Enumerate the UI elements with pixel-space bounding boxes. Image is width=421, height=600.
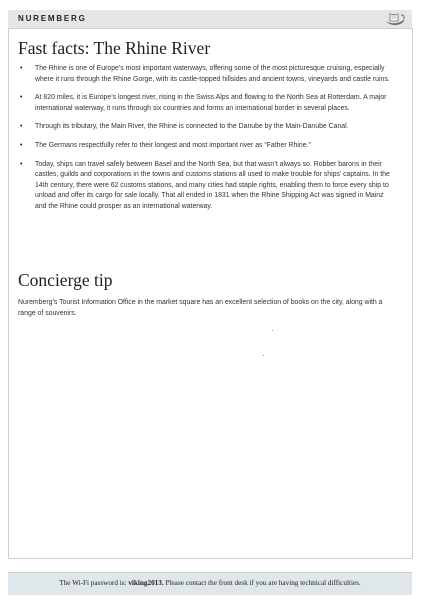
bullet-icon: •	[20, 123, 23, 131]
fact-text: The Germans respectfully refer to their longest and most important river as “Father Rhine.”	[35, 141, 311, 149]
bullet-icon: •	[20, 94, 23, 102]
tip-section-title: Concierge tip	[18, 270, 113, 290]
bullet-icon: •	[20, 65, 23, 72]
list-item	[18, 93, 396, 114]
fact-text: The Rhine is one of Europe’s most important waterways, offering some of the most picturesque cruising, especially where it runs through the Rhine Gorge, with its castle-topped hillsides and ancient towns, vineyards and castle ruins.	[35, 65, 390, 83]
tip-text: Nuremberg’s Tourist Information Office in the market square has an excellent selection of books on the city, along with a range of souvenirs.	[18, 299, 383, 317]
wifi-info-bar	[8, 572, 412, 595]
fact-text: Today, ships can travel safely between Basel and the North Sea, but that wasn’t always so. Robber barons in their castles, guilds and corporations in the towns and customs stations all used to make trouble for ships’ captains. In the 14th century, there were 62 customs stations, and many cities had staple rights, enabling them to force every ship to unload and offer its cargo for sale locally. That all ended in 1831 when the Rhine Shipping Act was signed in Mainz and the Rhine could prosper as an international waterway.	[35, 160, 390, 210]
scan-speck	[263, 355, 264, 356]
facts-list	[18, 64, 396, 221]
fact-text: At 820 miles, it is Europe’s longest river, rising in the Swiss Alps and flowing to the North Sea at Rotterdam. A major international waterway, it runs through six countries and forms an international border in several places.	[35, 94, 387, 112]
wifi-prefix: The Wi-Fi password is:	[59, 579, 129, 587]
brand-name: NUREMBERG	[18, 14, 87, 23]
header-bar	[8, 10, 412, 29]
list-item	[18, 64, 396, 85]
list-item	[18, 160, 396, 213]
scan-speck	[272, 330, 273, 331]
bullet-icon: •	[20, 160, 23, 168]
list-item	[18, 122, 396, 133]
wifi-suffix: Please contact the front desk if you are having technical difficulties.	[163, 579, 361, 587]
wifi-password: viking2013.	[128, 579, 164, 587]
bullet-icon: •	[20, 141, 23, 149]
list-item	[18, 141, 396, 152]
fact-text: Through its tributary, the Main River, the Rhine is connected to the Danube by the Main-Danube Canal.	[35, 123, 349, 131]
viking-longship-logo-icon	[384, 11, 406, 27]
facts-section-title: Fast facts: The Rhine River	[18, 38, 211, 58]
wifi-notice	[8, 579, 412, 587]
